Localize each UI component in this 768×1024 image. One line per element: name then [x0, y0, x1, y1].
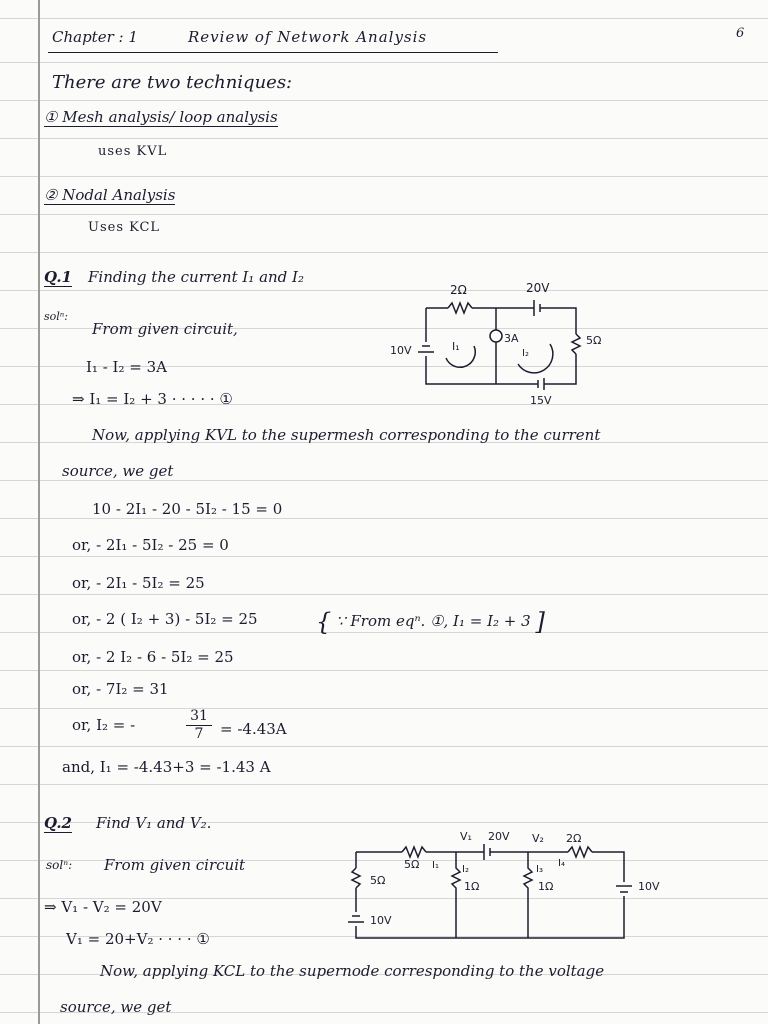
q2-i1-label: I₁ [432, 860, 439, 871]
q2-from-circuit: From given circuit [104, 856, 246, 874]
page-title: Review of Network Analysis [188, 28, 428, 46]
q2-rleft-label: 5Ω [370, 874, 386, 887]
q1-fraction [186, 708, 212, 742]
q2-v1-label: V₁ [460, 830, 472, 843]
q1-step-2: or, - 2I₁ - 5I₂ - 25 = 0 [72, 536, 229, 554]
technique-1 [44, 108, 278, 127]
q2-now-text: Now, applying KCL to the supernode corresponding to the voltage [100, 962, 605, 980]
technique-1-name: Mesh analysis/ loop analysis [62, 108, 278, 126]
q1-vtop-label: 20V [526, 281, 550, 295]
q2-rmid1-label: 1Ω [464, 880, 480, 893]
q2-v2-label: V₂ [532, 832, 544, 845]
q1-question: Finding the current I₁ and I₂ [88, 268, 304, 286]
q2-eq-a: ⇒ V₁ - V₂ = 20V [44, 898, 162, 916]
q2-question: Find V₁ and V₂. [96, 814, 212, 832]
q1-frac-num: 31 [190, 708, 208, 724]
q2-vsrc-label: 20V [488, 830, 510, 843]
q1-mesh2-label: I₂ [522, 348, 529, 359]
technique-1-uses: uses KVL [98, 144, 168, 159]
q2-eq-b: V₁ = 20+V₂ · · · · ① [66, 930, 210, 948]
q1-circuit-diagram [386, 278, 626, 408]
q2-label: Q.2 [44, 814, 72, 832]
technique-2-uses: Uses KCL [88, 220, 161, 235]
q1-now-text: Now, applying KVL to the supermesh corresponding to the current [92, 426, 601, 444]
margin-line [38, 0, 40, 1024]
header-underline [48, 52, 498, 53]
q1-from-circuit: From given circuit, [92, 320, 238, 338]
technique-1-num: ① [44, 108, 58, 126]
q2-circuit-diagram [346, 828, 676, 948]
q1-source-text: source, we get [62, 462, 174, 480]
q2-rmid2-label: 1Ω [538, 880, 554, 893]
q2-vleft-label: 10V [370, 914, 392, 927]
q1-rright-label: 5Ω [586, 334, 602, 347]
q2-source-text: source, we get [60, 998, 172, 1016]
technique-2-num: ② [44, 186, 58, 204]
q2-sol-label: solⁿ: [46, 858, 73, 872]
q1-bracket-text: ∵ From eqⁿ. ①, I₁ = I₂ + 3 [336, 612, 531, 630]
page-mark: 6 [736, 26, 745, 41]
q1-step-5: or, - 2 I₂ - 6 - 5I₂ = 25 [72, 648, 234, 666]
technique-2-name: Nodal Analysis [62, 186, 176, 204]
q2-rtr-label: 2Ω [566, 832, 582, 845]
q1-final: and, I₁ = -4.43+3 = -1.43 A [62, 758, 271, 776]
technique-2 [44, 186, 175, 205]
q1-vleft-label: 10V [390, 344, 412, 357]
q1-step-3: or, - 2I₁ - 5I₂ = 25 [72, 574, 205, 592]
q1-step-4: or, - 2 ( I₂ + 3) - 5I₂ = 25 [72, 610, 258, 628]
q1-eq-b: ⇒ I₁ = I₂ + 3 · · · · · ① [72, 390, 233, 408]
q1-r1-label: 2Ω [450, 283, 467, 297]
q1-label: Q.1 [44, 268, 72, 286]
q1-frac-den: 7 [186, 725, 212, 742]
q2-i3-label: I₃ [536, 864, 543, 875]
q1-bracket-note [316, 608, 545, 636]
q1-step-6: or, - 7I₂ = 31 [72, 680, 169, 698]
q1-eq-a: I₁ - I₂ = 3A [86, 358, 167, 376]
q1-vbottom-label: 15V [530, 394, 552, 407]
q1-isrc-label: 3A [504, 332, 519, 345]
q1-bracket-open-icon: { [316, 608, 332, 636]
chapter-label: Chapter : 1 [52, 28, 138, 46]
q2-rtl-label: 5Ω [404, 858, 420, 871]
q2-i4-label: I₄ [558, 858, 565, 869]
q2-vright-label: 10V [638, 880, 660, 893]
q1-mesh1-label: I₁ [452, 340, 460, 353]
q1-step-1: 10 - 2I₁ - 20 - 5I₂ - 15 = 0 [92, 500, 283, 518]
intro-text: There are two techniques: [52, 72, 293, 93]
q2-i2-label: I₂ [462, 864, 469, 875]
q1-step-7: or, I₂ = - [72, 716, 136, 734]
q1-sol-label: solⁿ: [44, 310, 68, 323]
q1-bracket-close-icon: ] [535, 608, 545, 636]
q1-frac-result: = -4.43A [220, 720, 287, 738]
